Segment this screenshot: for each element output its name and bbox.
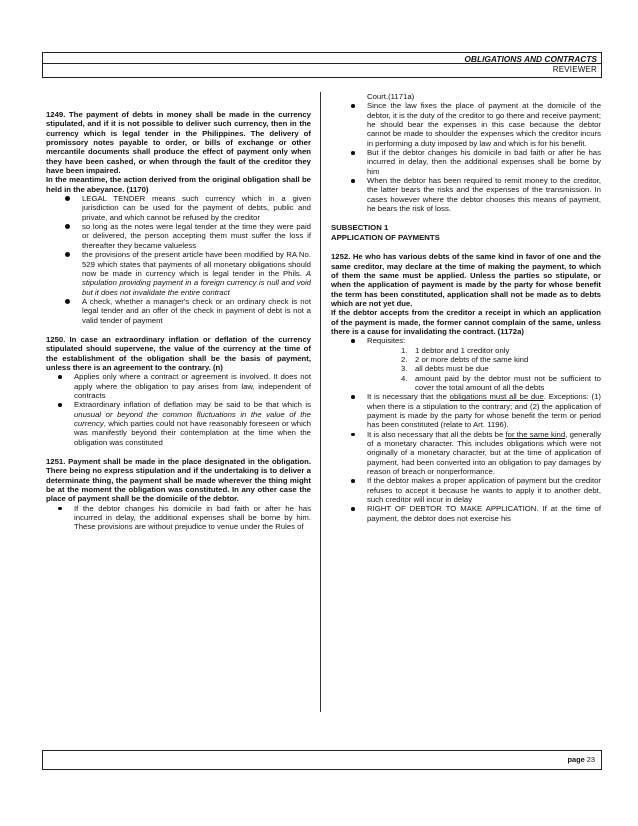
article-1252-heading-2: If the debtor accepts from the creditor a receipt in which an application of the payment is made, the former cannot complain of the same, unless there is a cause for invalidating the contract. (1172a) [331, 308, 601, 336]
list-item: But if the debtor changes his domicile in bad faith or after he has incurred in delay, then the additional expenses shall be borne by him [367, 148, 601, 176]
article-1250-bullets [46, 372, 311, 447]
subsection-number: SUBSECTION 1 [331, 223, 389, 233]
article-1249-heading-2: In the meantime, the action derived from the original obligation shall be held in the abeyance. (1170) [46, 175, 311, 194]
list-item: A check, whether a manager's check or an ordinary check is not legal tender and an offer of the check in payment of debt is not a valid tender of payment [82, 296, 311, 325]
list-item-text: the provisions of the present article have been modified by RA No. 529 which states that payments of all monetary obligations should now be made in currency which is legal tender in the Phils. [82, 250, 311, 278]
list-item [367, 392, 601, 429]
header-divider [42, 63, 602, 64]
list-item: RIGHT OF DEBTOR TO MAKE APPLICATION. If at the time of payment, the debtor does not exercise his [367, 504, 601, 523]
requisite-item: 4. amount paid by the debtor must not be sufficient to cover the total amount of all the debts [415, 374, 601, 393]
header-subtitle: REVIEWER [552, 65, 597, 74]
requisite-item: 3. all debts must be due [415, 364, 601, 373]
subsection-title: APPLICATION OF PAYMENTS [331, 232, 440, 242]
column-divider [320, 92, 321, 712]
requisite-item: 1. 1 debtor and 1 creditor only [415, 346, 601, 355]
list-item [367, 430, 601, 477]
article-1249-bullets [46, 194, 311, 325]
application-bullets [331, 392, 601, 523]
article-1252-bullets [331, 336, 601, 345]
venue-bullets [331, 101, 601, 213]
page-footer [42, 750, 602, 770]
list-item: When the debtor has been required to remit money to the creditor, the latter bears the risks and the expenses of the transmission. In cases however where the debtor chooses this means of payment, he bears the risk of loss. [367, 176, 601, 214]
article-1251-bullets [46, 504, 311, 532]
page-header [42, 52, 602, 78]
list-item-underlined-text: obligations must all be due [449, 392, 544, 402]
list-item-text: It is necessary that the [367, 392, 447, 402]
list-item: If the debtor makes a proper application of payment but the creditor refuses to accept it because he wants to apply it to another debt, such creditor will incur in delay [367, 476, 601, 505]
list-item-text-end: , which parties could not have reasonably foreseen or which was manifestly beyond their contemplation at the time when the obligation was constituted [74, 419, 311, 447]
page-label: page [567, 755, 585, 764]
article-1250-heading: 1250. In case an extraordinary inflation or deflation of the currency stipulated should supervene, the value of the currency at the time of the establishment of the obligation shall be the basis of payment, unless there is an agreement to the contrary. (n) [46, 334, 311, 372]
list-item: LEGAL TENDER means such currency which in a given jurisdiction can be used for the payment of debts, public and private, and which cannot be refused by the creditor [82, 194, 311, 222]
continued-text: Court.(1171a) [367, 92, 415, 101]
header-title: OBLIGATIONS AND CONTRACTS [464, 54, 597, 64]
page-number-value: 23 [586, 755, 595, 764]
list-item: If the debtor changes his domicile in bad faith or after he has incurred in delay, the additional expenses shall be borne by him. These provisions are without prejudice to venue under the Rules of [74, 503, 311, 532]
requisites-list [331, 346, 601, 393]
article-1252-heading: 1252. He who has various debts of the same kind in favor of one and the same creditor, may declare at the time of making the payment, to which of them the same must be applied. Unless the parties so stipulate, or when the application of payment is made by the party for whose benefit the term has been constituted, application shall not be made as to debts which are not yet due. [331, 252, 601, 308]
list-item: Since the law fixes the place of payment at the domicile of the debtor, it is the duty of the creditor to go there and receive payment; he should bear the expenses in this case because the debtor cannot be made to shoulder the expenses which the creditor incurs in performing a duty imposed by law and which is for his benefit. [367, 101, 601, 148]
list-item: so long as the notes were legal tender at the time they were paid or delivered, the person accepting them must suffer the loss if thereafter they became valueless [82, 222, 311, 250]
list-item-italic-text: A stipulation providing payment in a foreign currency is null and void but it does not invalidate the entire contract [82, 268, 311, 297]
list-item-italic-text: unusual or beyond the common fluctuations in the value of the currency [74, 409, 311, 428]
list-item [367, 336, 601, 345]
list-item-underlined-text: for the same kind [505, 429, 566, 439]
list-item-text: It is also necessary that all the debts be [367, 429, 504, 439]
requisite-item: 2. 2 or more debts of the same kind [415, 355, 601, 364]
list-item [74, 400, 311, 447]
list-item [82, 250, 311, 297]
article-1249-heading: 1249. The payment of debts in money shall be made in the currency stipulated, and if it is not possible to deliver such currency, then in the currency which is legal tender in the Philippines. The delivery of promissory notes payable to order, or bills of exchange or other mercantile documents shall produce the effect of payment only when they have been cashed, or when through the fault of the creditor they have been impaired. [46, 110, 311, 176]
list-item-text: Extraordinary inflation of deflation may be said to be that which is [74, 400, 311, 410]
list-item-text-end: . Exceptions: (1) when there is a stipulation to the contrary; and (2) the application of payment is made by the party for whose benefit the term or period has been constituted (relate to Art. 1196). [367, 392, 601, 430]
page-number [567, 755, 595, 764]
article-1251-heading: 1251. Payment shall be made in the place designated in the obligation. There being no express stipulation and if the undertaking is to deliver a determinate thing, the payment shall be made wherever the thing might be at the moment the obligation was constituted. In any other case the place of payment shall be the domicile of the debtor. [46, 457, 311, 504]
list-item-text-end: , generally of a monetary character. This includes obligations which were not originally of a monetary character, but at the time of application of payment, had been converted into an obligation to pay damages by reason of breach or nonperformance. [367, 429, 602, 477]
list-item: Applies only where a contract or agreement is involved. It does not apply where the obligation to pay arises from law, independent of contracts [74, 372, 311, 400]
left-column [46, 110, 311, 532]
right-column [331, 92, 601, 523]
requisites-label: Requisites: [367, 336, 406, 346]
